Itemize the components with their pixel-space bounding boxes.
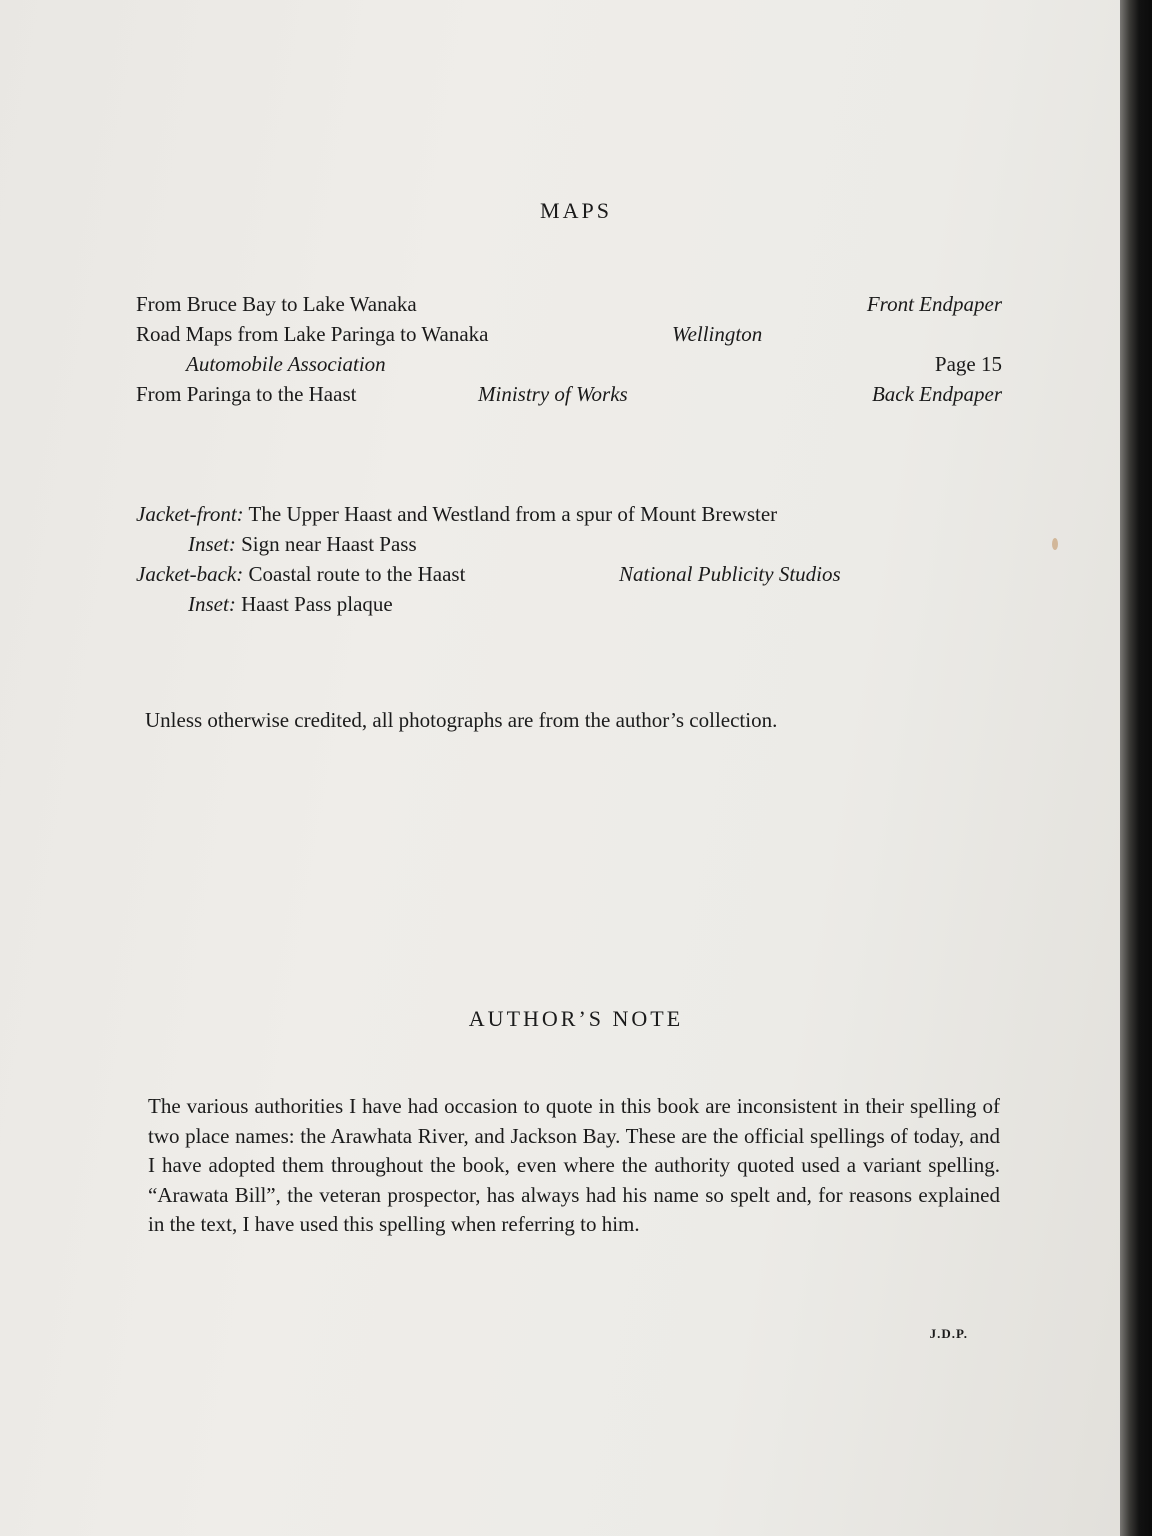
map-entry bbox=[136, 292, 1002, 322]
book-edge-shadow bbox=[1120, 0, 1152, 1536]
inset-label: Inset: bbox=[188, 592, 236, 616]
map-location: Front Endpaper bbox=[866, 292, 1002, 316]
authors-note-heading: AUTHOR’S NOTE bbox=[468, 1006, 684, 1031]
jacket-back-credit: National Publicity Studios bbox=[619, 562, 841, 586]
inset-text: Sign near Haast Pass bbox=[241, 532, 417, 556]
author-initials: J.D.P. bbox=[929, 1326, 968, 1341]
inset-label: Inset: bbox=[188, 532, 236, 556]
map-title: From Bruce Bay to Lake Wanaka bbox=[136, 292, 417, 316]
map-title: From Paringa to the Haast bbox=[136, 382, 357, 406]
authors-note-body: The various authorities I have had occasion to quote in this book are inconsistent in their spelling of two place names: the Arawhata River, and Jackson Bay. These are the official spellings of today, and I have adopted them throughout the book, even where the authority quoted used a variant spelling. “Arawata Bill”, the veteran prospector, has always had his name so spelt and, for reasons explained in the text, I have used this spelling when referring to him. bbox=[148, 1094, 1000, 1236]
jacket-back-label: Jacket-back: bbox=[136, 562, 244, 586]
jacket-back-inset-line bbox=[136, 592, 1002, 622]
map-entry bbox=[136, 382, 1002, 412]
map-credit: Ministry of Works bbox=[478, 382, 628, 406]
map-title: Road Maps from Lake Paringa to Wanaka bbox=[136, 322, 489, 346]
paper-spot bbox=[1052, 538, 1058, 550]
maps-heading: MAPS bbox=[540, 198, 612, 223]
map-credit: Wellington bbox=[672, 322, 763, 346]
jacket-front-label: Jacket-front: bbox=[136, 502, 244, 526]
jacket-back-line bbox=[136, 562, 1002, 592]
map-entry-continued bbox=[136, 352, 1002, 382]
map-location: Back Endpaper bbox=[871, 382, 1002, 406]
map-entry bbox=[136, 322, 1002, 352]
jacket-front-line bbox=[136, 502, 1002, 532]
jacket-front-inset-line bbox=[136, 532, 1002, 562]
jacket-back-text: Coastal route to the Haast bbox=[248, 562, 466, 586]
map-credit: Automobile Association bbox=[186, 352, 386, 376]
map-location: Page 15 bbox=[934, 352, 1002, 376]
photo-credit-note: Unless otherwise credited, all photographs are from the author’s collection. bbox=[145, 708, 778, 732]
jacket-front-text: The Upper Haast and Westland from a spur of Mount Brewster bbox=[248, 502, 778, 526]
inset-text: Haast Pass plaque bbox=[241, 592, 393, 616]
